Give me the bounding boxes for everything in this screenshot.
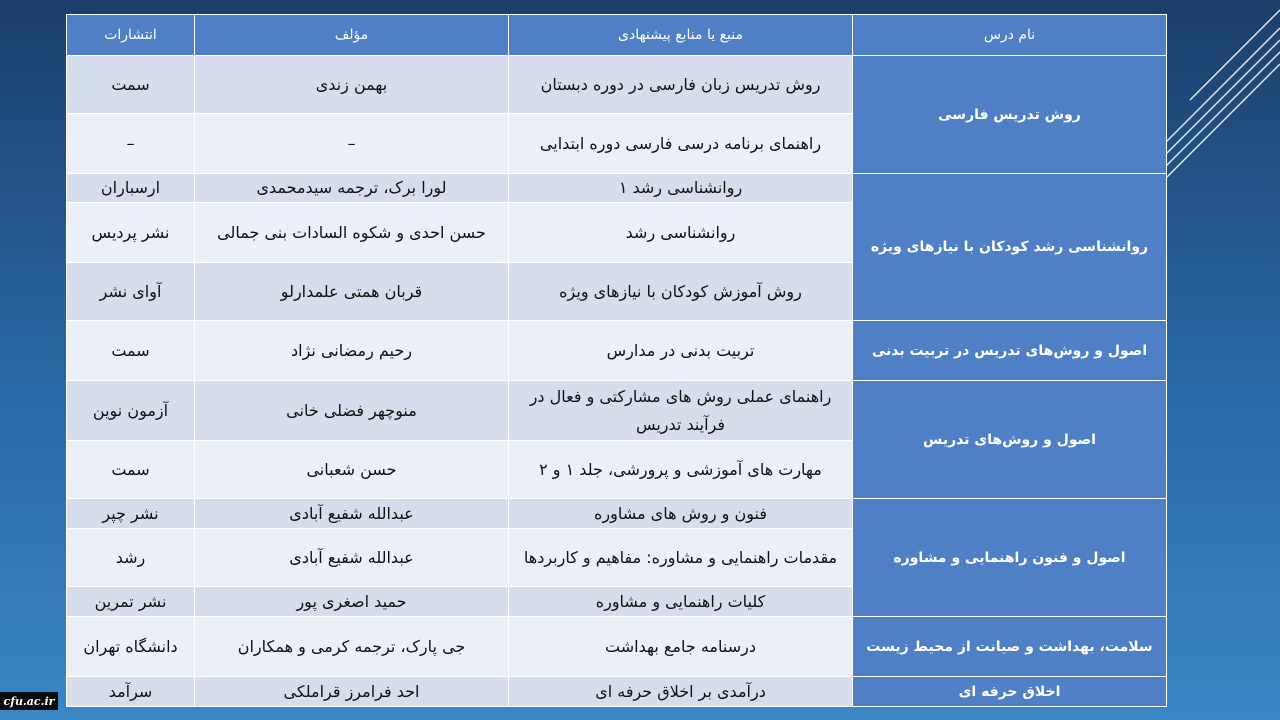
header-course: نام درس — [853, 15, 1167, 56]
course-cell: سلامت، بهداشت و صیانت از محیط زیست — [853, 617, 1167, 677]
source-cell: درآمدی بر اخلاق حرفه ای — [509, 677, 853, 707]
source-cell: درسنامه جامع بهداشت — [509, 617, 853, 677]
course-cell: اصول و روش‌های تدریس — [853, 381, 1167, 499]
course-cell: اخلاق حرفه ای — [853, 677, 1167, 707]
source-cell: فنون و روش های مشاوره — [509, 499, 853, 529]
decorative-lines — [1150, 0, 1280, 260]
publisher-cell: سمت — [67, 321, 195, 381]
source-cell: روش آموزش کودکان با نیازهای ویژه — [509, 263, 853, 321]
header-source: منبع یا منابع پیشنهادی — [509, 15, 853, 56]
table-row — [67, 381, 1167, 441]
author-cell: عبدالله شفیع آبادی — [195, 529, 509, 587]
publisher-cell: رشد — [67, 529, 195, 587]
source-cell: راهنمای عملی روش های مشارکتی و فعال در فرآیند تدریس — [509, 381, 853, 441]
publisher-cell: سرآمد — [67, 677, 195, 707]
courses-table — [66, 14, 1167, 707]
author-cell: جی پارک، ترجمه کرمی و همکاران — [195, 617, 509, 677]
header-author: مؤلف — [195, 15, 509, 56]
table-header-row — [67, 15, 1167, 56]
cfu-logo: cfu.ac.ir — [0, 692, 58, 710]
author-cell: – — [195, 114, 509, 174]
author-cell: حسن شعبانی — [195, 441, 509, 499]
author-cell: لورا برک، ترجمه سیدمحمدی — [195, 174, 509, 203]
table-row — [67, 617, 1167, 677]
table-row — [67, 499, 1167, 529]
publisher-cell: سمت — [67, 56, 195, 114]
table-row — [67, 321, 1167, 381]
author-cell: رحیم رمضانی نژاد — [195, 321, 509, 381]
author-cell: عبدالله شفیع آبادی — [195, 499, 509, 529]
table-row — [67, 174, 1167, 203]
course-cell: اصول و فنون راهنمایی و مشاوره — [853, 499, 1167, 617]
author-cell: احد فرامرز قراملکی — [195, 677, 509, 707]
publisher-cell: – — [67, 114, 195, 174]
publisher-cell: آزمون نوین — [67, 381, 195, 441]
header-publisher: انتشارات — [67, 15, 195, 56]
author-cell: قربان همتی علمدارلو — [195, 263, 509, 321]
publisher-cell: نشر چپر — [67, 499, 195, 529]
source-cell: راهنمای برنامه درسی فارسی دوره ابتدایی — [509, 114, 853, 174]
source-cell: روانشناسی رشد ۱ — [509, 174, 853, 203]
publisher-cell: سمت — [67, 441, 195, 499]
publisher-cell: دانشگاه تهران — [67, 617, 195, 677]
author-cell: بهمن زندی — [195, 56, 509, 114]
source-cell: مهارت های آموزشی و پرورشی، جلد ۱ و ۲ — [509, 441, 853, 499]
source-cell: کلیات راهنمایی و مشاوره — [509, 587, 853, 617]
source-cell: تربیت بدنی در مدارس — [509, 321, 853, 381]
author-cell: حسن احدی و شکوه السادات بنی جمالی — [195, 203, 509, 263]
table-row — [67, 56, 1167, 114]
author-cell: حمید اصغری پور — [195, 587, 509, 617]
author-cell: منوچهر فضلی خانی — [195, 381, 509, 441]
publisher-cell: نشر تمرین — [67, 587, 195, 617]
source-cell: روش تدریس زبان فارسی در دوره دبستان — [509, 56, 853, 114]
course-cell: روش تدریس فارسی — [853, 56, 1167, 174]
publisher-cell: ارسباران — [67, 174, 195, 203]
publisher-cell: نشر پردیس — [67, 203, 195, 263]
course-cell: اصول و روش‌های تدریس در تربیت بدنی — [853, 321, 1167, 381]
course-cell: روانشناسی رشد کودکان با نیازهای ویژه — [853, 174, 1167, 321]
source-cell: روانشناسی رشد — [509, 203, 853, 263]
table-row — [67, 677, 1167, 707]
source-cell: مقدمات راهنمایی و مشاوره: مفاهیم و کاربردها — [509, 529, 853, 587]
publisher-cell: آوای نشر — [67, 263, 195, 321]
